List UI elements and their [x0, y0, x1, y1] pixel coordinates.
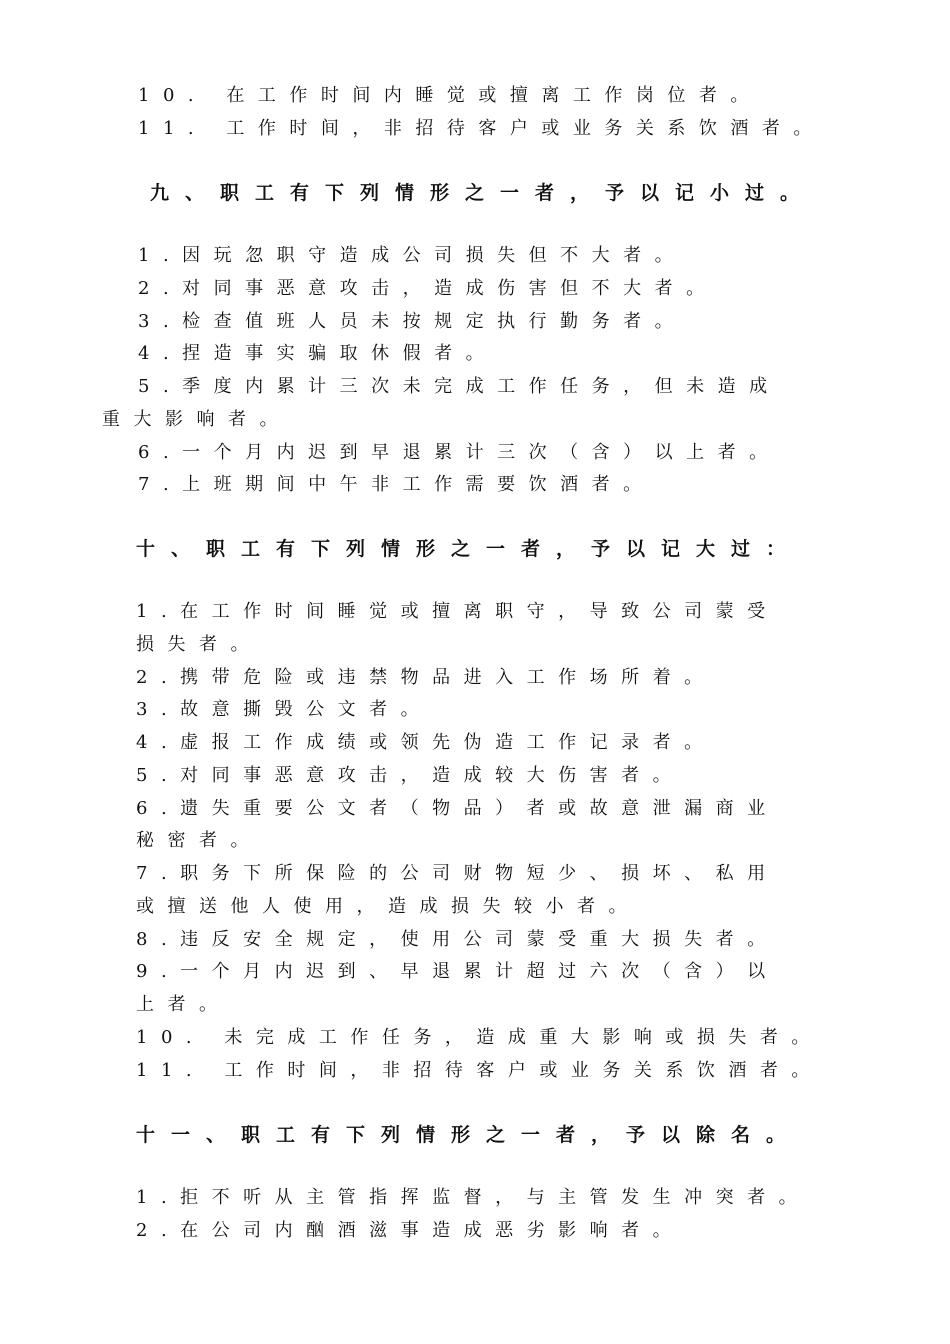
list-item: 11. 工作时间，非招待客户或业务关系饮酒者。 — [136, 1060, 823, 1081]
list-item: 秘密者。 — [136, 830, 262, 851]
list-item: 或擅送他人使用，造成损失较小者。 — [136, 896, 640, 917]
list-item: 6.一个月内迟到早退累计三次（含）以上者。 — [138, 442, 781, 463]
list-item: 9.一个月内迟到、早退累计超过六次（含）以 — [136, 961, 779, 982]
list-item: 5.季度内累计三次未完成工作任务，但未造成 — [138, 376, 781, 397]
list-item: 2.对同事恶意攻击，造成伤害但不大者。 — [138, 278, 718, 299]
list-item: 3.检查值班人员未按规定执行勤务者。 — [138, 311, 687, 332]
list-item: 3.故意撕毁公文者。 — [136, 699, 433, 720]
section-heading: 十、职工有下列情形之一者，予以记大过： — [136, 538, 802, 560]
section-heading: 九、职工有下列情形之一者，予以记小过。 — [150, 182, 816, 204]
list-item: 7.上班期间中午非工作需要饮酒者。 — [138, 474, 655, 495]
section-heading: 十一、职工有下列情形之一者，予以除名。 — [136, 1124, 802, 1146]
list-item: 损失者。 — [136, 634, 262, 655]
list-item: 4.虚报工作成绩或领先伪造工作记录者。 — [136, 732, 716, 753]
list-item: 4.捏造事实骗取休假者。 — [138, 343, 498, 364]
list-item: 7.职务下所保险的公司财物短少、损坏、私用 — [136, 863, 779, 884]
list-item: 11. 工作时间，非招待客户或业务关系饮酒者。 — [138, 118, 825, 139]
list-item: 重大影响者。 — [102, 409, 291, 430]
list-item: 1.拒不听从主管指挥监督，与主管发生冲突者。 — [136, 1187, 811, 1208]
list-item: 10. 在工作时间内睡觉或擅离工作岗位者。 — [138, 85, 762, 106]
list-item: 2.携带危险或违禁物品进入工作场所着。 — [136, 667, 716, 688]
list-item: 8.违反安全规定，使用公司蒙受重大损失者。 — [136, 929, 779, 950]
list-item: 上者。 — [136, 994, 231, 1015]
list-item: 10. 未完成工作任务，造成重大影响或损失者。 — [136, 1027, 823, 1048]
list-item: 5.对同事恶意攻击，造成较大伤害者。 — [136, 765, 685, 786]
list-item: 6.遗失重要公文者（物品）者或故意泄漏商业 — [136, 798, 779, 819]
list-item: 1.因玩忽职守造成公司损失但不大者。 — [138, 245, 687, 266]
list-item: 1.在工作时间睡觉或擅离职守，导致公司蒙受 — [136, 601, 779, 622]
list-item: 2.在公司内酗酒滋事造成恶劣影响者。 — [136, 1220, 685, 1241]
